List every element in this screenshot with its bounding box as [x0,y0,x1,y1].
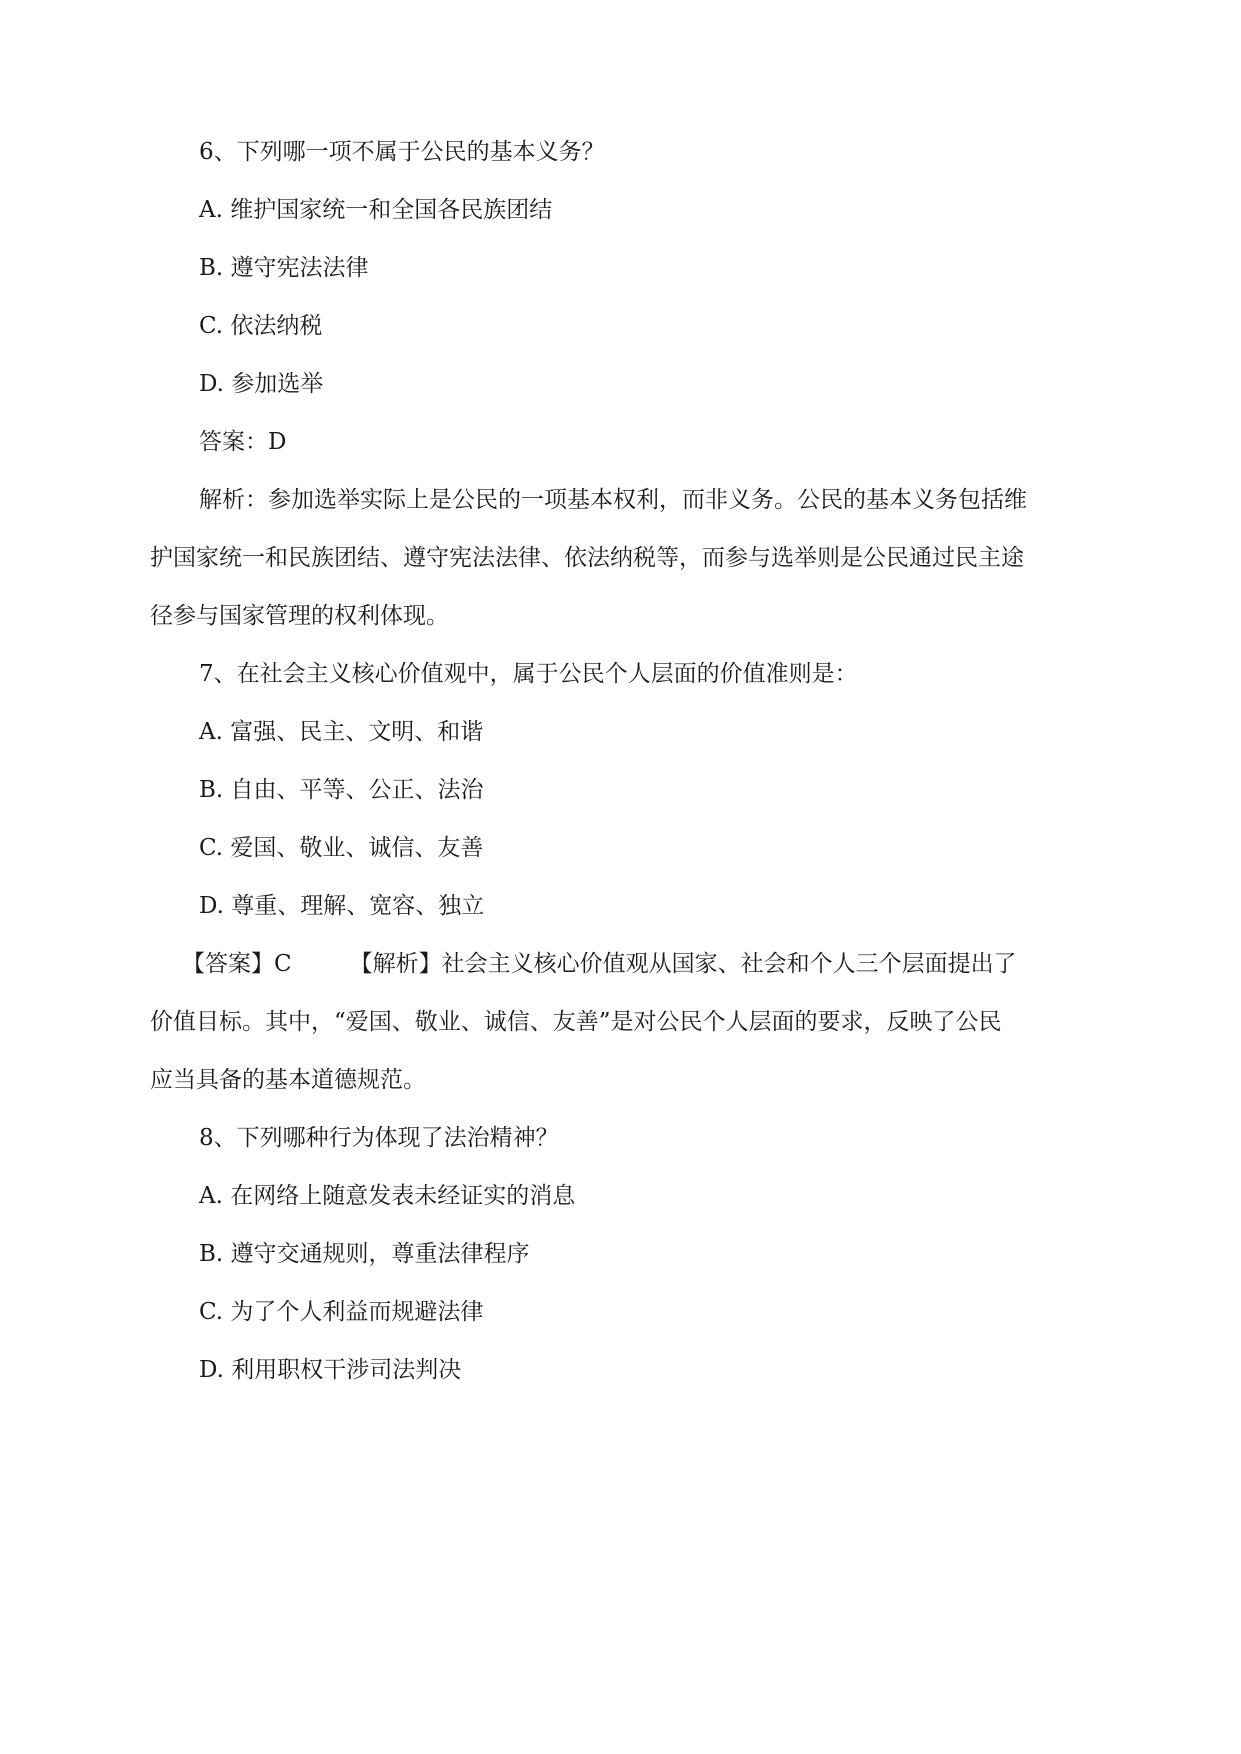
question-6-option-c: C. 依法纳税 [199,313,323,339]
question-7-option-a: A. 富强、民主、文明、和谐 [199,719,484,745]
question-8-option-a: A. 在网络上随意发表未经证实的消息 [199,1183,576,1209]
question-8-title: 8、下列哪种行为体现了法治精神？ [199,1125,559,1151]
question-6-option-d: D. 参加选举 [199,371,324,397]
question-7-option-c: C. 爱国、敬业、诚信、友善 [199,835,484,861]
question-7-analysis-line-1: 【解析】社会主义核心价值观从国家、社会和个人三个层面提出了 [349,951,1017,977]
question-6-analysis-line-1: 解析：参加选举实际上是公民的一项基本权利，而非义务。公民的基本义务包括维 [199,487,1027,513]
question-6-analysis-line-2: 护国家统一和民族团结、遵守宪法法律、依法纳税等，而参与选举则是公民通过民主途 [150,545,1024,571]
question-6-title: 6、下列哪一项不属于公民的基本义务？ [199,139,605,165]
question-6-answer: 答案：D [199,429,287,455]
question-8-option-d: D. 利用职权干涉司法判决 [199,1357,462,1383]
question-6-option-a: A. 维护国家统一和全国各民族团结 [199,197,553,223]
question-7-analysis-line-3: 应当具备的基本道德规范。 [150,1067,426,1093]
question-6-option-b: B. 遵守宪法法律 [199,255,369,281]
question-8-option-c: C. 为了个人利益而规避法律 [199,1299,484,1325]
question-7-option-d: D. 尊重、理解、宽容、独立 [199,893,485,919]
question-7-title: 7、在社会主义核心价值观中，属于公民个人层面的价值准则是： [199,661,858,687]
question-7-answer: 【答案】C [182,951,292,977]
question-7-analysis-line-2: 价值目标。其中，“爱国、敬业、诚信、友善”是对公民个人层面的要求，反映了公民 [150,1009,1002,1035]
question-7-option-b: B. 自由、平等、公正、法治 [199,777,484,803]
question-8-option-b: B. 遵守交通规则，尊重法律程序 [199,1241,530,1267]
question-6-analysis-line-3: 径参与国家管理的权利体现。 [150,603,449,629]
question-7-answer-analysis-line [182,949,1017,979]
